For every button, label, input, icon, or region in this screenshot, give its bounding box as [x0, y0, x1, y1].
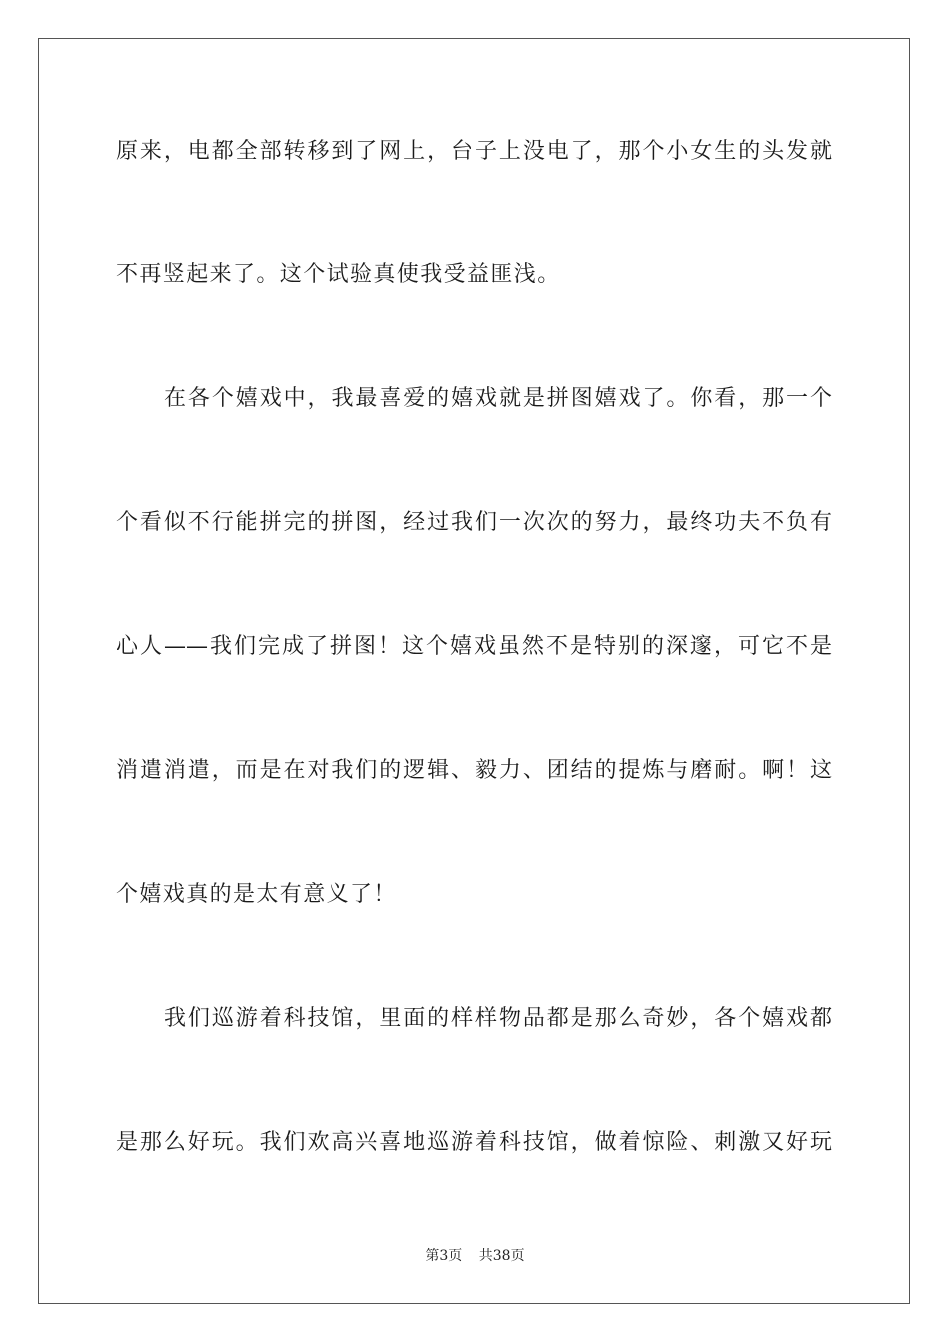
paragraph-start-line: 我们巡游着科技馆，里面的样样物品都是那么奇妙，各个嬉戏都: [164, 1006, 832, 1031]
text-line: 消遣消遣，而是在对我们的逻辑、毅力、团结的提炼与磨耐。啊！这: [116, 758, 832, 783]
text-line: 个嬉戏真的是太有意义了！: [116, 882, 397, 907]
page-border: [38, 38, 910, 1304]
text-line: 心人——我们完成了拼图！这个嬉戏虽然不是特别的深邃，可它不是: [116, 634, 832, 659]
page-number: 第3页: [425, 1248, 463, 1264]
text-line: 原来，电都全部转移到了网上，台子上没电了，那个小女生的头发就: [116, 139, 832, 164]
page-footer: [0, 1247, 950, 1265]
text-line: 是那么好玩。我们欢高兴喜地巡游着科技馆，做着惊险、刺激又好玩: [116, 1130, 832, 1155]
text-line: 个看似不行能拼完的拼图，经过我们一次次的努力，最终功夫不负有: [116, 510, 832, 535]
text-line: 不再竖起来了。这个试验真使我受益匪浅。: [116, 262, 561, 287]
paragraph-start-line: 在各个嬉戏中，我最喜爱的嬉戏就是拼图嬉戏了。你看，那一个: [164, 386, 832, 411]
page-total: 共38页: [478, 1248, 525, 1264]
